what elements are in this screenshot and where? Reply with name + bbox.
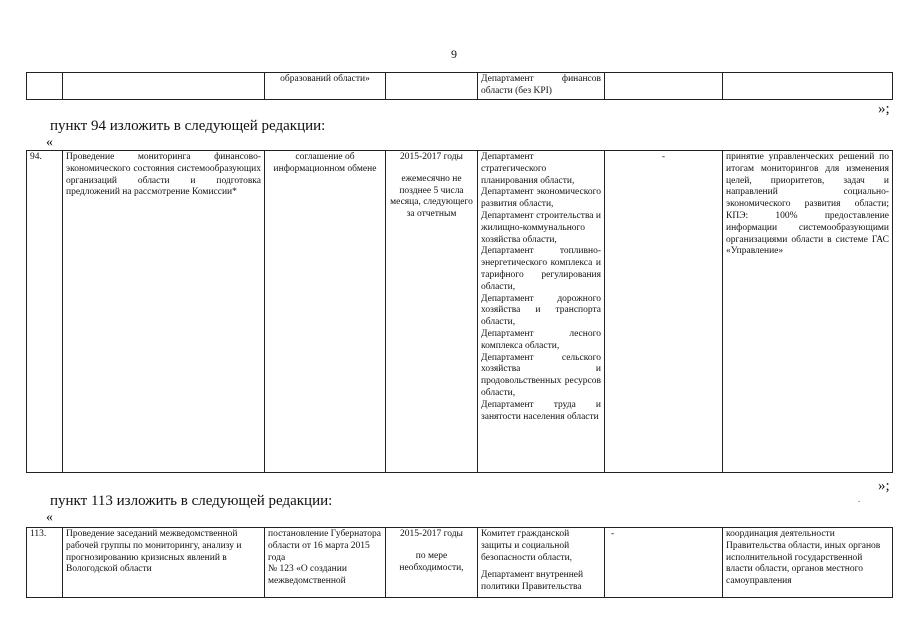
activity-name: Проведение заседаний межведомственной рабочей группы по мониторингу, анализу и прогнозированию кризисных явлений в Вологодской области <box>63 528 265 598</box>
expected-result: принятие управленческих решений по итогам мониторингов для изменения целей, приоритетов, задач и направлений социально-экономического развития области; КПЭ: 100% предоставление информации системообразующими организациями области в системе ГАС «Управление» <box>723 151 893 473</box>
opening-quote-mark: « <box>46 510 53 525</box>
cell-name <box>63 73 265 100</box>
executor-item: Департамент лесного комплекса области, <box>481 328 601 351</box>
section-heading-113: пункт 113 изложить в следующей редакции: <box>50 493 333 509</box>
executor-item: Департамент дорожного хозяйства и транспорта области, <box>481 293 601 328</box>
indicator-cell: - <box>605 528 723 598</box>
term-cell <box>386 528 478 598</box>
section-heading-94: пункт 94 изложить в следующей редакции: <box>50 118 326 134</box>
table-continuation <box>26 72 893 100</box>
executor-item: Департамент сельского хозяйства и продовольственных ресурсов области, <box>481 352 601 398</box>
document-basis: соглашение об информационном обмене <box>265 151 386 473</box>
cell-num <box>27 73 63 100</box>
executor-item: Департамент труда и занятости населения области <box>481 399 601 422</box>
page-number: 9 <box>451 47 457 61</box>
executor-item: Департамент экономического развития области, <box>481 187 601 210</box>
executors-cell <box>478 151 605 473</box>
expected-result: координация деятельности Правительства области, иных органов исполнительной государственной власти области, органов местного самоуправления <box>723 528 893 598</box>
cell-result <box>723 73 893 100</box>
executors-cell <box>478 528 605 598</box>
term-cell <box>386 151 478 473</box>
table-row <box>27 151 893 473</box>
table-row <box>27 528 893 598</box>
executor-item: Комитет гражданской защиты и социальной безопасности области, <box>481 529 573 563</box>
term-detail: по мере необходимости, <box>399 550 464 573</box>
cell-document: образований области» <box>265 73 386 100</box>
row-number: 94. <box>27 151 63 473</box>
closing-quote-mark: »; <box>878 101 890 117</box>
table-item-113 <box>26 527 893 598</box>
row-number: 113. <box>27 528 63 598</box>
executor-item: Департамент внутренней политики Правительства <box>481 570 584 593</box>
indicator-cell: - <box>605 151 723 473</box>
scan-dot: . <box>858 494 861 504</box>
table-item-94 <box>26 150 893 473</box>
document-line: № 123 «О создании межведомственной <box>268 564 347 587</box>
executor-item: Департамент топливно-энергетического комплекса и тарифного регулирования области, <box>481 246 601 292</box>
opening-quote-mark: « <box>46 135 53 150</box>
cell-term <box>386 73 478 100</box>
term-years: 2015-2017 годы <box>400 529 463 539</box>
executor-item: Департамент строительства и жилищно-коммунального хозяйства области, <box>481 210 601 245</box>
document-line: постановление Губернатора области от 16 марта 2015 года <box>268 529 381 563</box>
activity-name: Проведение мониторинга финансово-экономического состояния системообразующих организаций области и подготовка предложений на рассмотрение Комиссии* <box>63 151 265 473</box>
executor-item: Департамент стратегического планирования области, <box>481 152 575 186</box>
cell-executor: Департамент финансов области (без KPI) <box>478 73 605 100</box>
closing-quote-mark: »; <box>878 478 890 494</box>
term-years: 2015-2017 годы <box>400 152 463 162</box>
cell-dash <box>605 73 723 100</box>
term-detail: ежемесячно не позднее 5 числа месяца, следующего за отчетным <box>390 173 473 220</box>
document-basis <box>265 528 386 598</box>
